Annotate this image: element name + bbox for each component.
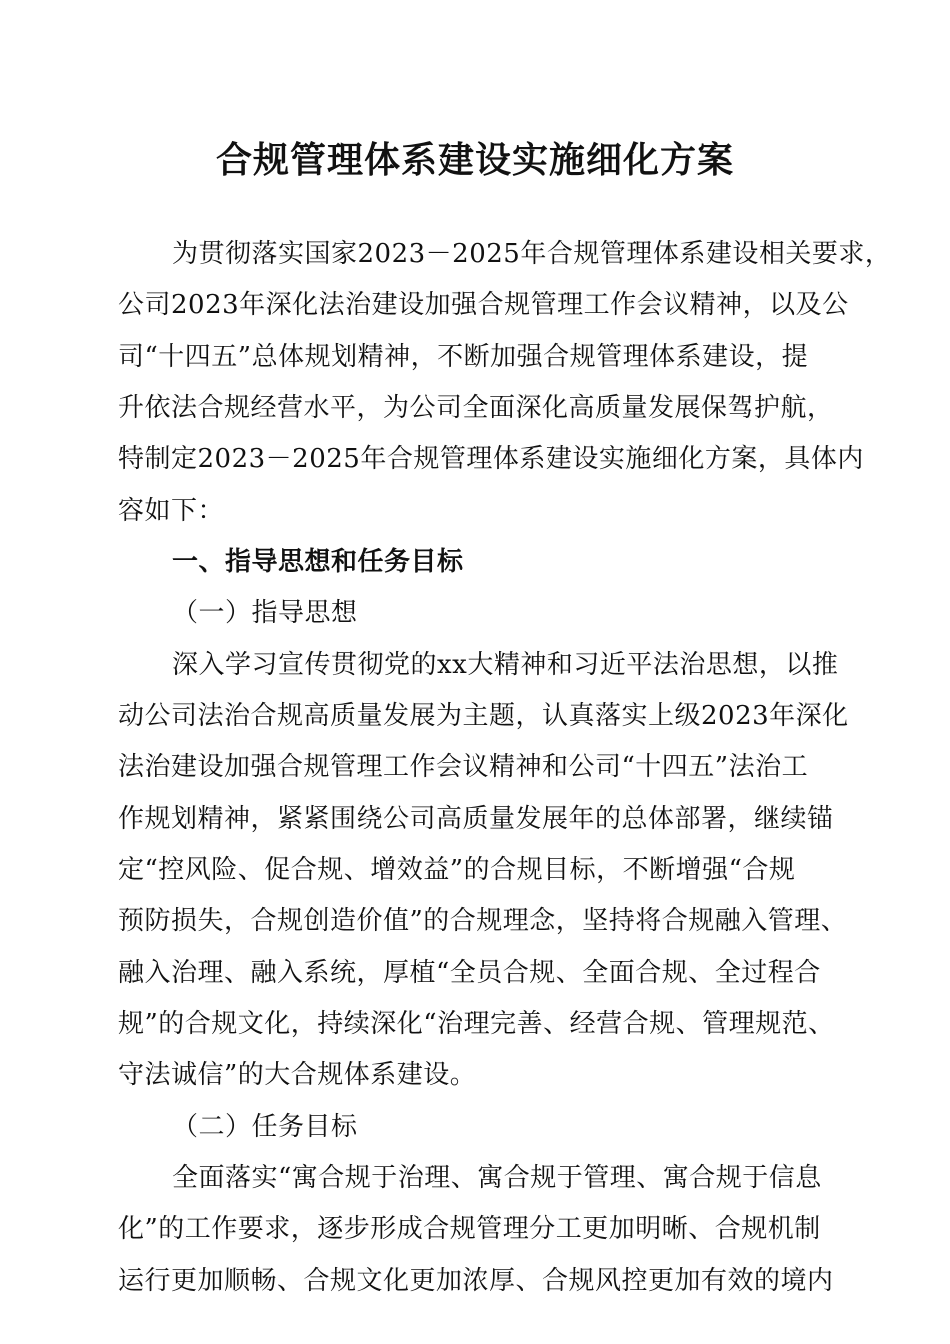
paragraph-line: 预防损失，合规创造价值”的合规理念，坚持将合规融入管理、 (118, 906, 848, 936)
paragraph-line: 动公司法治合规高质量发展为主题，认真落实上级2023年深化 (118, 701, 849, 731)
paragraph-line: 容如下： (118, 496, 225, 526)
paragraph-line: 作规划精神，紧紧围绕公司高质量发展年的总体部署，继续锚 (118, 804, 834, 834)
paragraph-line: 升依法合规经营水平，为公司全面深化高质量发展保驾护航， (118, 393, 834, 423)
paragraph-line: 深入学习宣传贯彻党的xx大精神和习近平法治思想，以推 (172, 650, 839, 680)
paragraph-line: 运行更加顺畅、合规文化更加浓厚、合规风控更加有效的境内 (118, 1266, 834, 1296)
section-heading: 一、指导思想和任务目标 (172, 547, 464, 577)
paragraph-line: 守法诚信”的大合规体系建设。 (118, 1060, 477, 1090)
paragraph-line: 规”的合规文化，持续深化“治理完善、经营合规、管理规范、 (118, 1009, 835, 1039)
paragraph-line: 为贯彻落实国家2023－2025年合规管理体系建设相关要求， (172, 239, 892, 269)
paragraph-line: 公司2023年深化法治建设加强合规管理工作会议精神，以及公 (118, 290, 849, 320)
paragraph-line: 定“控风险、促合规、增效益”的合规目标，不断增强“合规 (118, 855, 796, 885)
paragraph-line: 法治建设加强合规管理工作会议精神和公司“十四五”法治工 (118, 752, 809, 782)
paragraph-line: 融入治理、融入系统，厚植“全员合规、全面合规、全过程合 (118, 958, 821, 988)
paragraph-line: 特制定2023－2025年合规管理体系建设实施细化方案，具体内 (118, 444, 864, 474)
paragraph-line: 化”的工作要求，逐步形成合规管理分工更加明晰、合规机制 (118, 1214, 821, 1244)
paragraph-line: 全面落实“寓合规于治理、寓合规于管理、寓合规于信息 (172, 1163, 822, 1193)
paragraph-line: 司“十四五”总体规划精神，不断加强合规管理体系建设，提 (118, 342, 809, 372)
subsection-heading: （一）指导思想 (172, 598, 358, 628)
document-title: 合规管理体系建设实施细化方案 (215, 139, 734, 181)
subsection-heading: （二）任务目标 (172, 1112, 358, 1142)
